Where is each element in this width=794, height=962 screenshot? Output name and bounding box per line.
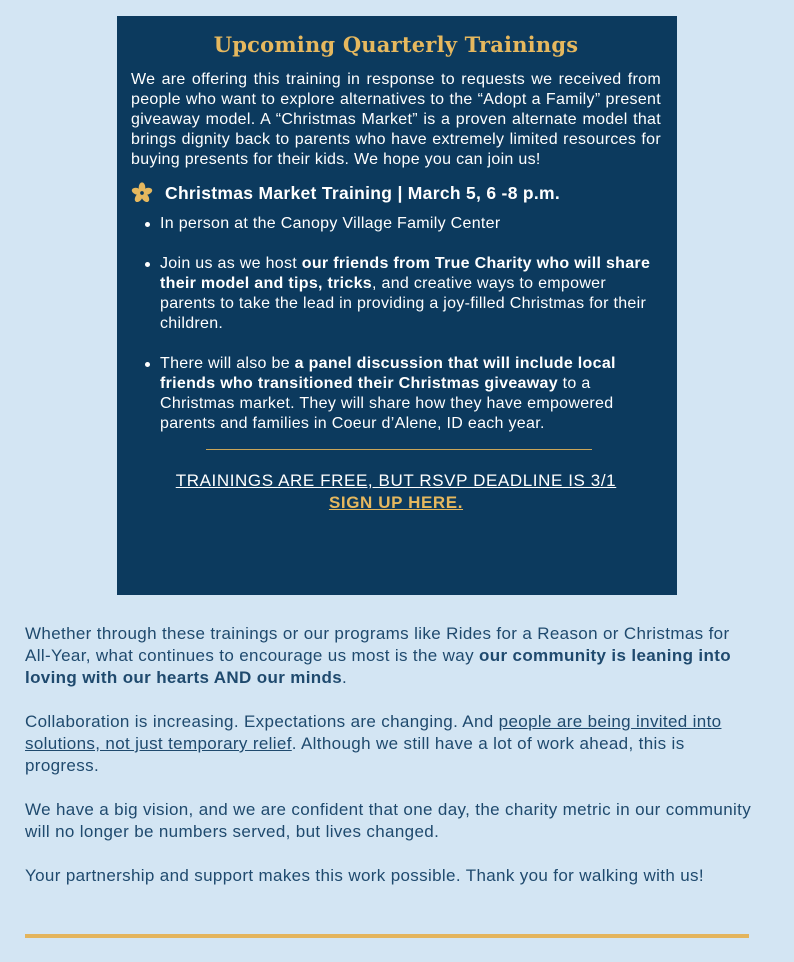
- training-heading: [131, 182, 661, 204]
- paragraph: Your partnership and support makes this work possible. Thank you for walking with us!: [25, 866, 704, 885]
- list-item: [160, 254, 661, 334]
- card-title: Upcoming Quarterly Trainings: [213, 32, 579, 57]
- paragraph-text: Whether through these trainings or our programs like Rides for a Reason or Christmas for All-Year, what continues to encourage us most is the way: [25, 624, 730, 665]
- bullet-text: There will also be: [160, 355, 295, 372]
- paragraph-underlined-text: people are being invited into solutions, not just temporary relief: [25, 712, 722, 753]
- flower-icon: [131, 182, 153, 204]
- bottom-divider: [25, 934, 749, 938]
- card-intro: We are offering this training in response to requests we received from people who want to explore alternatives to the “Adopt a Family” present giveaway model. A “Christmas Market” is a proven alternate model that brings dignity back to parents who have extremely limited resources for buying presents for their kids. We hope you can join us!: [131, 71, 661, 168]
- bullet-bold-text: our friends from True Charity who will share their model and tips, tricks: [160, 255, 651, 292]
- paragraph-text: . Although we still have a lot of work ahead, this is progress.: [25, 734, 685, 775]
- training-title: Christmas Market Training | March 5, 6 -8 p.m.: [165, 182, 561, 203]
- paragraph-text: Collaboration is increasing. Expectations are changing. And: [25, 712, 499, 731]
- paragraph: [25, 623, 755, 689]
- newsletter-body: [25, 623, 755, 909]
- list-item: [160, 214, 661, 234]
- paragraph: [25, 711, 755, 777]
- bullet-text: to a Christmas market. They will share how they have empowered parents and families in Coeur d’Alene, ID each year.: [160, 375, 614, 432]
- bullet-text: , and creative ways to empower parents to take the lead in providing a joy-filled Christmas for their children.: [160, 275, 647, 332]
- training-card: [117, 16, 677, 595]
- bullet-text: In person at the Canopy Village Family Center: [160, 215, 501, 232]
- bullet-text: Join us as we host: [160, 255, 302, 272]
- list-item: [160, 354, 661, 434]
- training-details-list: [131, 214, 661, 434]
- sign-up-link[interactable]: SIGN UP HERE.: [328, 493, 464, 512]
- paragraph-bold-text: our community is leaning into loving with our hearts AND our minds: [25, 646, 731, 687]
- paragraph: We have a big vision, and we are confident that one day, the charity metric in our community will no longer be numbers served, but lives changed.: [25, 800, 752, 841]
- bullet-bold-text: a panel discussion that will include local friends who transitioned their Christmas giveaway: [160, 355, 616, 392]
- paragraph-text: .: [342, 668, 348, 687]
- rsvp-deadline-link[interactable]: TRAININGS ARE FREE, BUT RSVP DEADLINE IS 3/1: [175, 471, 617, 490]
- divider: [206, 449, 592, 450]
